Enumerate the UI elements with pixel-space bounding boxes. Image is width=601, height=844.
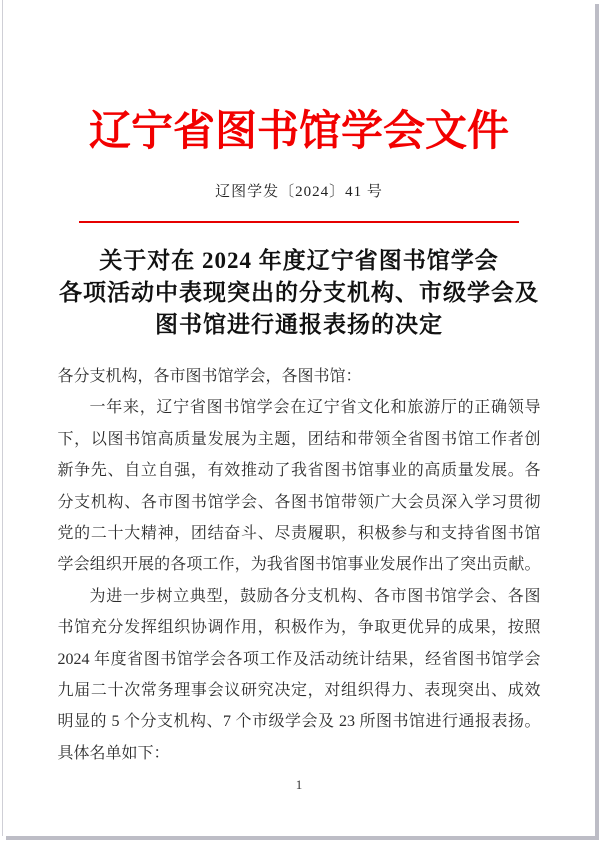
body-line: 党的二十大精神，团结奋斗、尽责履职，积极参与和支持省图书馆 [57, 525, 541, 543]
document-title [39, 245, 559, 341]
document-title-line-1: 关于对在 2024 年度辽宁省图书馆学会 [99, 248, 499, 273]
body-line: 九届二十次常务理事会议研究决定，对组织得力、表现突出、成效 [57, 682, 541, 700]
document-title-line-3: 图书馆进行通报表扬的决定 [155, 312, 443, 337]
body-line: 书馆充分发挥组织协调作用，积极作为，争取更优异的成果，按照 [57, 619, 541, 637]
body-line: 2024 年度省图书馆学会各项工作及活动统计结果，经省图书馆学会 [57, 650, 541, 668]
body-line: 新争先、自立自强，有效推动了我省图书馆事业的高质量发展。各 [57, 462, 541, 480]
body-line: 一年来，辽宁省图书馆学会在辽宁省文化和旅游厅的正确领导 [89, 399, 541, 417]
document-body [58, 361, 541, 769]
red-header-org-title: 辽宁省图书馆学会文件 [88, 109, 509, 155]
document-number: 辽图学发〔2024〕41 号 [215, 184, 383, 200]
body-line: 为进一步树立典型，鼓励各分支机构、各市图书馆学会、各图 [89, 587, 541, 605]
body-line: 学会组织开展的各项工作，为我省图书馆事业发展作出了突出贡献。 [57, 556, 541, 574]
body-closing-line: 具体名单如下： [57, 744, 170, 762]
body-line: 下，以图书馆高质量发展为主题，团结和带领全省图书馆工作者创 [57, 430, 541, 448]
page-number: 1 [295, 777, 303, 792]
document-title-line-2: 各项活动中表现突出的分支机构、市级学会及 [59, 280, 539, 305]
red-divider-rule [79, 221, 519, 223]
body-salutation-line: 各分支机构，各市图书馆学会，各图书馆： [57, 368, 362, 385]
document-page [2, 0, 595, 836]
body-line: 分支机构、各市图书馆学会、各图书馆带领广大会员深入学习贯彻 [57, 493, 541, 511]
body-line: 明显的 5 个分支机构、7 个市级学会及 23 所图书馆进行通报表扬。 [57, 713, 541, 731]
